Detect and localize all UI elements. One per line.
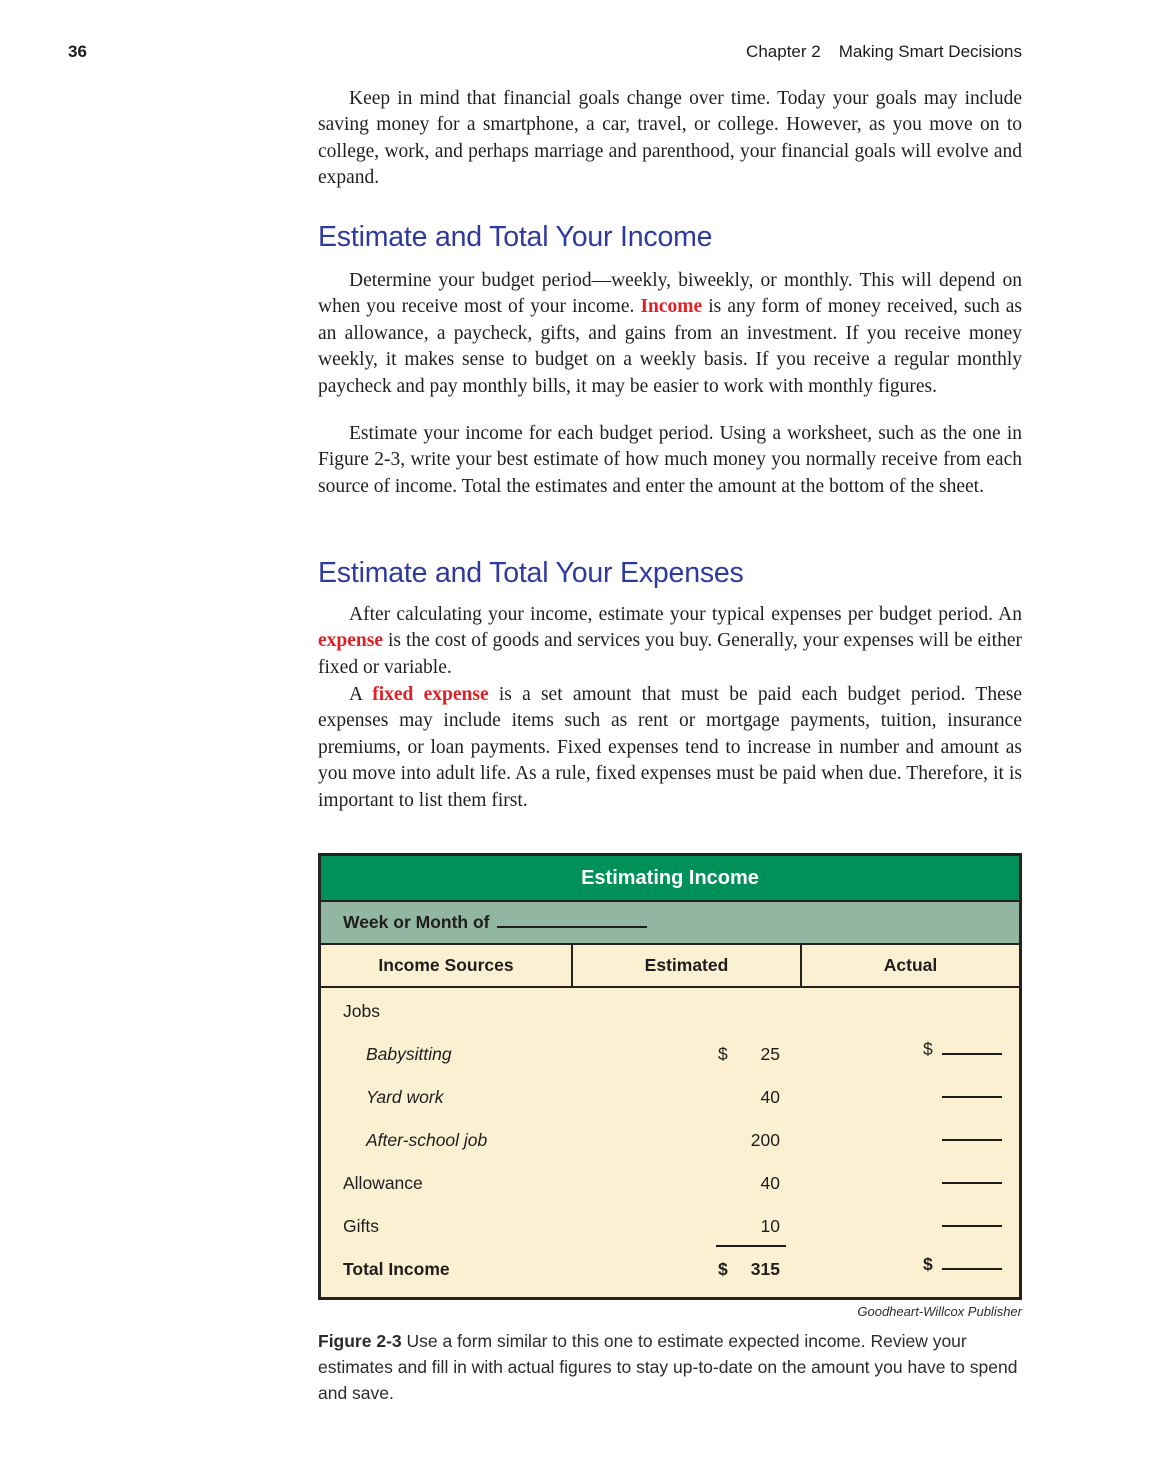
- estimated-value: 315: [750, 1259, 780, 1279]
- running-head-section: Making Smart Decisions: [838, 42, 1022, 61]
- actual-blank-line: [942, 1052, 1002, 1055]
- paragraph-text: A: [349, 684, 373, 705]
- paragraph-text: is the cost of goods and services you buy. Generally, your expenses will be either fixed or variable.: [318, 630, 1022, 678]
- column-header-actual: Actual: [800, 945, 1019, 986]
- actual-blank-line: [942, 1267, 1002, 1270]
- income-paragraph-2: [318, 421, 1022, 500]
- running-head: [746, 42, 1022, 62]
- paragraph-text: is any form of money received, such as an allowance, a paycheck, gifts, and gains from an investment. If you receive money weekly, it makes sense to budget on a weekly basis. If you receive a regular monthly paycheck and pay monthly bills, it may be easier to work with monthly figures.: [318, 296, 1023, 397]
- page-number: 36: [68, 42, 87, 61]
- paragraph-text: Determine your budget period—weekly, biweekly, or monthly. This will depend on when you receive most of your income.: [318, 270, 1022, 318]
- estimated-value: 200: [750, 1130, 780, 1150]
- income-source-label: After-school job: [366, 1130, 488, 1150]
- paragraph-text: Keep in mind that financial goals change over time. Today your goals may include saving money for a smartphone, a car, travel, or college. However, as you move on to college, work, and perhaps marriage and parenthood, your financial goals will evolve and expand.: [318, 88, 1022, 189]
- paragraph-text: After calculating your income, estimate your typical expenses per budget period. An: [349, 604, 1022, 625]
- running-head-chapter: Chapter 2: [746, 42, 821, 61]
- week-label: Week or Month of: [343, 912, 490, 932]
- paragraph-text: Estimate your income for each budget period. Using a worksheet, such as the one in Figure 2-3, write your best estimate of how much money you normally receive from each source of income. Total the estimates and enter the amount at the bottom of the sheet.: [318, 423, 1022, 497]
- estimated-cell: [571, 1033, 800, 1076]
- dollar-sign: $: [718, 1044, 728, 1064]
- estimated-value: 40: [760, 1173, 780, 1193]
- dollar-sign: $: [923, 1253, 933, 1274]
- table-column-headers: [321, 943, 1019, 988]
- section-heading-income: Estimate and Total Your Income: [318, 221, 713, 253]
- income-source-label: Allowance: [343, 1173, 423, 1193]
- estimated-cell: [571, 1248, 800, 1291]
- income-source-label: Total Income: [343, 1259, 450, 1279]
- estimated-amount: [718, 1130, 780, 1151]
- income-source-label: Yard work: [366, 1087, 444, 1107]
- estimated-cell: [571, 990, 800, 1033]
- dollar-sign: $: [718, 1259, 728, 1279]
- estimated-value: 25: [760, 1044, 780, 1064]
- estimating-income-table: [318, 853, 1022, 1300]
- actual-blank-line: [942, 1181, 1002, 1184]
- figure-caption-label: Figure 2-3: [318, 1331, 402, 1351]
- actual-blank-line: [942, 1224, 1002, 1227]
- dollar-sign: $: [923, 1038, 933, 1059]
- estimated-amount: [718, 1173, 780, 1194]
- estimated-amount: [718, 1216, 780, 1237]
- actual-blank-line: [942, 1095, 1002, 1098]
- income-source-label: Gifts: [343, 1216, 379, 1236]
- intro-paragraph: [318, 86, 1022, 192]
- table-row: [321, 1248, 1019, 1291]
- estimated-value: 40: [760, 1087, 780, 1107]
- week-blank-line: [497, 924, 647, 928]
- page-header: [68, 42, 1022, 62]
- estimated-amount: [718, 1259, 780, 1280]
- income-source-label: Babysitting: [366, 1044, 452, 1064]
- publisher-credit: Goodheart-Willcox Publisher: [857, 1304, 1022, 1319]
- key-term: expense: [318, 630, 383, 652]
- figure-2-3: [318, 853, 1022, 1406]
- key-term: fixed expense: [372, 684, 489, 705]
- estimated-cell: [571, 1162, 800, 1205]
- estimated-amount: [718, 1087, 780, 1108]
- income-source-label: Jobs: [343, 1001, 380, 1021]
- income-paragraph-1: [318, 268, 1022, 400]
- estimated-cell: [571, 1119, 800, 1162]
- sum-rule: [716, 1245, 786, 1247]
- table-week-row: [321, 900, 1019, 943]
- figure-caption-text: Use a form similar to this one to estimate expected income. Review your estimates and fill in with actual figures to stay up-to-date on the amount you have to spend and save.: [318, 1331, 1018, 1403]
- section-heading-expenses: Estimate and Total Your Expenses: [318, 557, 744, 589]
- paragraph-text: is a set amount that must be paid each budget period. These expenses may include items such as rent or mortgage payments, tuition, insurance premiums, or loan payments. Fixed expenses tend to increase in number and amount as you move into adult life. As a rule, fixed expenses must be paid when due. Therefore, it is important to list them first.: [318, 684, 1022, 811]
- actual-blank-line: [942, 1138, 1002, 1141]
- expenses-paragraph-2: [318, 682, 1022, 814]
- key-term: Income: [640, 296, 703, 318]
- figure-caption: [318, 1328, 1022, 1406]
- actual-cell: [800, 1243, 1019, 1297]
- expenses-paragraph-1: [318, 602, 1022, 681]
- column-header-estimated: Estimated: [571, 945, 800, 986]
- table-body: [321, 988, 1019, 1297]
- estimated-cell: [571, 1205, 800, 1248]
- table-title: Estimating Income: [321, 856, 1019, 900]
- estimated-cell: [571, 1076, 800, 1119]
- estimated-amount: [718, 1044, 780, 1065]
- estimated-value: 10: [760, 1216, 780, 1236]
- column-header-income-sources: Income Sources: [378, 955, 514, 975]
